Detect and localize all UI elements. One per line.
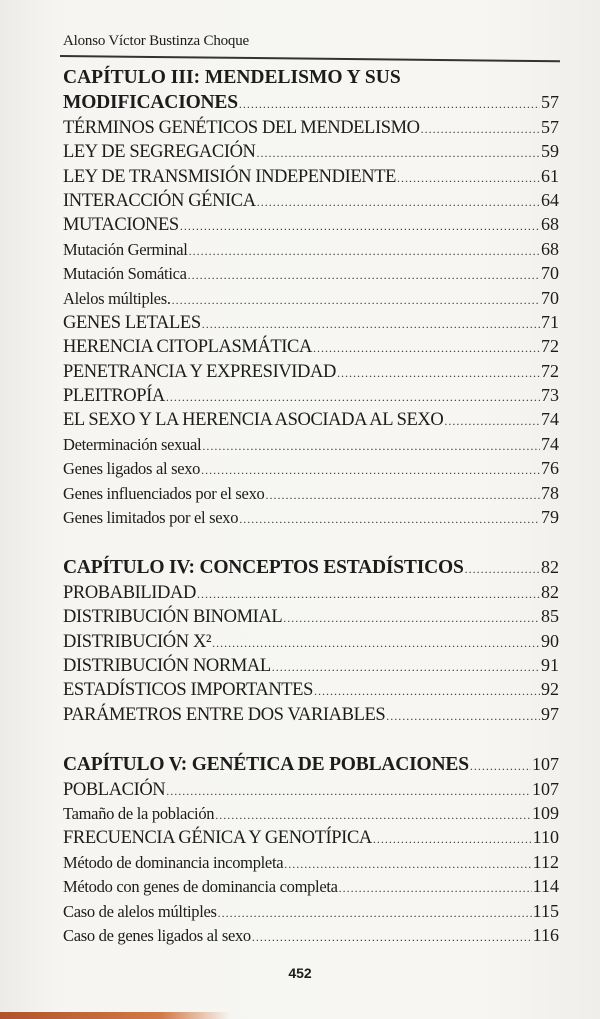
toc-entry-page: 76 [541,458,559,479]
toc-entry-title: Método de dominancia incompleta [63,852,284,872]
toc-entry-title: HERENCIA CITOPLASMÁTICA [63,337,312,358]
dot-leader [337,361,540,385]
dot-leader [283,606,540,630]
toc-entry-page: 107 [532,754,559,775]
toc-entry-title: LEY DE SEGREGACIÓN [63,142,256,163]
dot-leader [252,925,532,949]
toc-entry-page: 79 [541,507,559,528]
toc-entry-page: 57 [541,92,559,113]
dot-leader [313,336,540,360]
dot-leader [339,876,532,900]
toc-entry [63,777,559,801]
toc-entry-title: FRECUENCIA GÉNICA Y GENOTÍPICA [63,828,372,849]
toc-entry [63,383,559,407]
toc-entry-page: 74 [541,433,559,454]
toc-entry-title: POBLACIÓN [63,779,166,800]
toc-entry-page: 64 [541,189,559,210]
toc-entry-title: Tamaño de la población [63,803,215,823]
toc-entry-page: 74 [541,409,559,430]
dot-leader [201,458,540,482]
toc-entry [63,261,559,285]
toc-entry-title: Caso de genes ligados al sexo [63,925,251,945]
dot-leader [257,141,540,165]
toc-entry [63,874,559,898]
dot-leader [172,288,540,312]
dot-leader [188,263,540,287]
toc-entry-title: DISTRIBUCIÓN BINOMIAL [63,607,283,628]
dot-leader [212,631,540,655]
toc-entry-title: DISTRIBUCIÓN X² [63,631,212,652]
toc-entry-title: ESTADÍSTICOS IMPORTANTES [63,680,313,701]
toc-entry [63,456,559,480]
toc-entry-title: GENES LETALES [63,312,201,333]
dot-leader [202,434,540,458]
toc-entry-title: Mutación Germinal [63,239,188,259]
toc-entry-page: 72 [541,336,559,357]
toc-entry [63,629,559,653]
dot-leader [470,754,531,778]
toc-entry-page: 112 [532,851,559,872]
toc-entry-page: 70 [541,263,559,284]
dot-leader [197,582,540,606]
toc-entry-page: 92 [541,679,559,700]
toc-entry-page: 61 [541,165,559,186]
toc-entry-page: 59 [541,141,559,162]
toc-entry-title: MODIFICACIONES [63,92,238,114]
toc-entry-page: 78 [541,482,559,503]
toc-entry [63,677,559,701]
dot-leader [189,239,540,263]
toc-entry [63,359,559,383]
toc-entry-page: 110 [532,827,559,848]
toc-entry [63,334,559,358]
toc-entry [63,90,559,114]
toc-entry-page: 68 [541,214,559,235]
dot-leader [272,655,540,679]
toc-entry-title: MUTACIONES [63,215,179,236]
toc-chapter [63,752,559,947]
dot-leader [386,704,540,728]
toc-entry-page: 82 [541,581,559,602]
toc-entry-title: Genes influenciados por el sexo [63,483,265,503]
toc-entry-title: Genes ligados al sexo [63,459,201,479]
toc-entry [63,164,559,188]
dot-leader [421,117,540,141]
toc-entry-title: Caso de alelos múltiples [63,901,217,921]
toc-entry-title: PROBABILIDAD [63,582,196,603]
dot-leader [166,779,531,803]
toc-entry-title: INTERACCIÓN GÉNICA [63,190,256,211]
toc-entry-page: 57 [541,116,559,137]
toc-entry-title: EL SEXO Y LA HERENCIA ASOCIADA AL SEXO [63,410,444,431]
dot-leader [444,409,540,433]
dot-leader [202,312,540,336]
toc-entry [63,481,559,505]
dot-leader [166,385,540,409]
toc-entry [63,702,559,726]
toc-entry [63,604,559,628]
toc-entry [63,555,559,579]
toc-entry [63,801,559,825]
toc-entry-page: 114 [532,876,559,897]
dot-leader [257,190,540,214]
toc-entry [63,899,559,923]
toc-entry-page: 85 [541,606,559,627]
dot-leader [314,679,540,703]
dot-leader [218,901,532,925]
toc-entry [63,310,559,334]
toc-entry-page: 115 [532,900,559,921]
toc-entry-title: DISTRIBUCIÓN NORMAL [63,655,271,676]
toc-entry-title: Determinación sexual [63,434,202,454]
toc-entry [63,752,559,776]
toc-entry-title: PENETRANCIA Y EXPRESIVIDAD [63,361,336,382]
toc-entry-page: 107 [532,778,559,799]
toc-entry-page: 73 [541,385,559,406]
toc-entry-page: 116 [532,924,559,945]
dot-leader [239,92,540,116]
page-number: 452 [288,965,312,981]
toc-entry-title: Alelos múltiples. [63,288,171,308]
toc-entry [63,432,559,456]
toc-entry [63,407,559,431]
running-header-author: Alonso Víctor Bustinza Choque [63,33,249,49]
toc-entry [63,286,559,310]
toc-entry-page: 90 [541,630,559,651]
dot-leader [215,803,531,827]
toc-entry-page: 70 [541,287,559,308]
toc-entry [63,653,559,677]
toc-chapter [63,555,559,726]
toc-entry-title: PARÁMETROS ENTRE DOS VARIABLES [63,704,386,725]
toc-entry [63,825,559,849]
toc-entry [63,850,559,874]
dot-leader [465,557,540,581]
toc-entry [63,923,559,947]
toc-entry [63,188,559,212]
dot-leader [180,214,540,238]
page-edge-strip [0,1012,230,1019]
toc-entry-page: 109 [532,802,559,823]
toc-entry-title: Mutación Somática [63,264,187,284]
toc-entry-title: TÉRMINOS GENÉTICOS DEL MENDELISMO [63,117,420,138]
toc-entry-title: CAPÍTULO IV: CONCEPTOS ESTADÍSTICOS [63,557,464,579]
toc-entry-page: 91 [541,654,559,675]
toc-entry-title: LEY DE TRANSMISIÓN INDEPENDIENTE [63,166,397,187]
toc-entry [63,212,559,236]
dot-leader [239,507,540,531]
toc-entry-title: Genes limitados por el sexo [63,508,239,528]
toc-entry-title: PLEITROPÍA [63,386,165,407]
toc-entry-page: 82 [541,557,559,578]
toc-entry-title: CAPÍTULO V: GENÉTICA DE POBLACIONES [63,754,469,776]
toc-entry [63,580,559,604]
toc-entry [63,505,559,529]
dot-leader [397,166,540,190]
toc-entry-page: 71 [541,311,559,332]
dot-leader [373,827,532,851]
dot-leader [265,483,540,507]
toc-entry [63,139,559,163]
toc-entry-page: 68 [541,238,559,259]
toc-entry-title: Método con genes de dominancia completa [63,877,338,897]
table-of-contents [63,66,559,973]
header-rule [60,55,560,62]
chapter-title: CAPÍTULO III: MENDELISMO Y SUS [63,67,401,88]
toc-entry-page: 97 [541,703,559,724]
toc-chapter [63,66,559,529]
toc-entry [63,115,559,139]
toc-entry [63,237,559,261]
toc-entry-page: 72 [541,360,559,381]
dot-leader [284,852,531,876]
